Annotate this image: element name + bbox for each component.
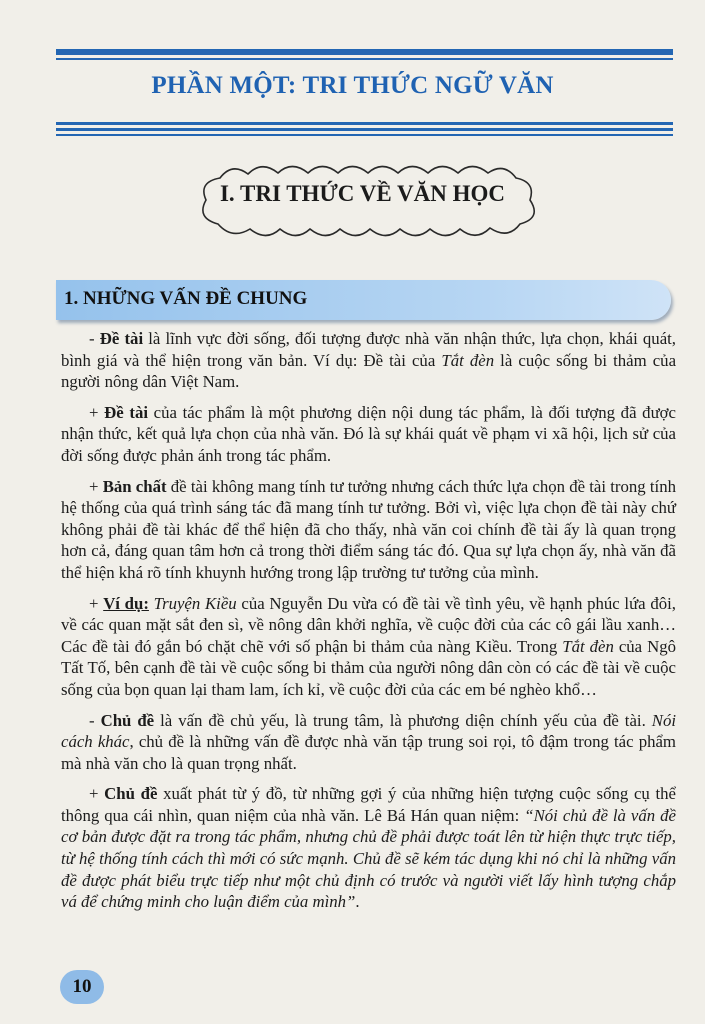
- text-run: Truyện Kiều: [153, 593, 237, 613]
- text-run: Ví dụ:: [103, 593, 149, 613]
- text-run: .: [355, 892, 360, 912]
- text-run: -: [89, 329, 100, 348]
- text-run: +: [89, 593, 104, 613]
- paragraph: [61, 710, 676, 775]
- text-run: là cuộc sống bi thảm của người nông dân Việt Nam.: [61, 350, 677, 392]
- text-run: Bản chất: [102, 476, 167, 496]
- paragraph: [61, 476, 676, 584]
- bottom-rule-1: [56, 122, 673, 125]
- text-run: của Nguyễn Du vừa có đề tài về tình yêu, về hạnh phúc lứa đôi, về các quan mặt sắt đen sì, về nông dân khởi nghĩa, về cuộc đời của các cô gái lầu xanh… Các đề tài đó gắn bó chặt chẽ với số phận bi thảm của nàng Kiều. Trong: [61, 593, 676, 656]
- paragraph: [61, 402, 676, 467]
- top-rule-thick: [56, 49, 673, 55]
- text-run: Chủ đề: [104, 784, 158, 804]
- bottom-rule-2: [56, 128, 673, 131]
- text-run: +: [89, 784, 105, 804]
- paragraph: [61, 783, 676, 913]
- paragraph: [61, 328, 676, 393]
- subsection-heading: 1. NHỮNG VẤN ĐỀ CHUNG: [64, 288, 308, 309]
- body-text: [61, 328, 676, 922]
- text-run: Tắt đèn: [562, 636, 614, 656]
- text-run: là lĩnh vực đời sống, đối tượng được nhà văn nhận thức, lựa chọn, khái quát, bình giá và thể hiện trong văn bản. Ví dụ: Đề tài của: [61, 329, 676, 370]
- text-run: xuất phát từ ý đồ, từ những gợi ý của những hiện tượng cuộc sống cụ thể thông qua cái nhìn, quan niệm của nhà văn. Lê Bá Hán quan niệm:: [61, 784, 676, 825]
- text-run: Đề tài: [104, 402, 148, 422]
- paragraph: [61, 593, 676, 701]
- text-run: -: [89, 710, 101, 730]
- text-run: +: [89, 402, 105, 422]
- text-run: +: [89, 476, 103, 496]
- text-run: Chủ đề: [100, 710, 155, 730]
- top-rule-thin: [56, 58, 673, 60]
- part-title: PHẦN MỘT: TRI THỨC NGỮ VĂN: [151, 72, 554, 99]
- text-run: đề tài không mang tính tư tưởng nhưng cách thức lựa chọn đề tài trong tính hệ thống của quá trình sáng tác đã mang tính tư tưởng. Bởi vì, việc lựa chọn đề tài này chứ không phải đề tài khác để thể hiện đã cho thấy, nhà văn coi chính đề tài ấy là quan trọng hơn cả, đáng quan tâm hơn cả trong thời điểm sáng tác đó. Qua sự lựa chọn ấy, nhà văn đã thể hiện khá rõ tính khuynh hướng trong lập trường tư tưởng của mình.: [61, 476, 676, 582]
- text-run: , chủ đề là những vấn đề được nhà văn tập trung soi rọi, tô đậm trong tác phẩm mà nhà văn cho là quan trọng nhất.: [61, 732, 676, 773]
- section-heading: I. TRI THỨC VỀ VĂN HỌC: [219, 181, 505, 206]
- text-run: của Ngô Tất Tố, bên cạnh đề tài về cuộc sống bi thảm của người nông dân còn có các đề tài về cuộc sống của bọn quan lại tham lam, ích kỉ, về cuộc đời của các em bé nghèo khổ…: [61, 636, 677, 699]
- text-run: Đề tài: [99, 329, 144, 348]
- page-number: 10: [60, 970, 104, 1004]
- text-run: “Nói chủ đề là vấn đề cơ bản được đặt ra trong tác phẩm, nhưng chủ đề phải được toát lên từ hiện thực trực tiếp, từ hệ thống tính cách thì mới có sức mạnh. Chủ đề sẽ kém tác dụng khi nó chỉ là những vấn đề được phát biểu trực tiếp như một chủ định có trước và người viết lấy hình tượng chắp vá để chứng minh cho luận điểm của mình”: [61, 805, 677, 912]
- text-run: Tắt đèn: [441, 350, 495, 370]
- text-run: Nói cách khác: [61, 710, 676, 752]
- text-run: của tác phẩm là một phương diện nội dung tác phẩm, là đối tượng đã được nhận thức, kết quả lựa chọn của nhà văn. Đó là sự khái quát về phạm vi xã hội, lịch sử của đời sống được phản ánh trong tác phẩm.: [61, 402, 676, 465]
- bottom-rule-3: [56, 134, 673, 136]
- text-run: là vấn đề chủ yếu, là trung tâm, là phương diện chính yếu của đề tài.: [154, 710, 652, 730]
